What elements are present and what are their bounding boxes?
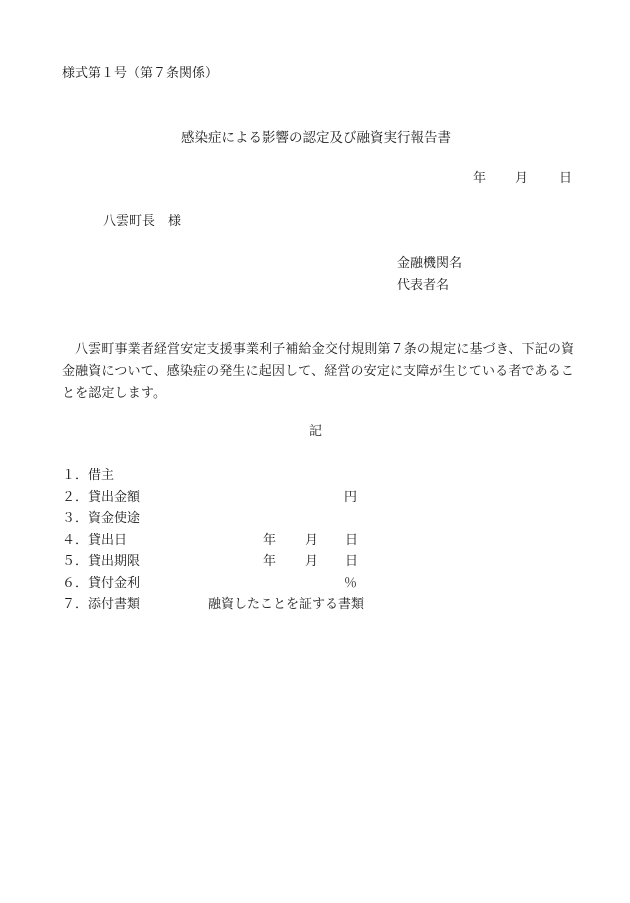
item-list [62,464,392,615]
list-item [62,486,392,508]
date-month: 月 [515,171,529,186]
date-day: 日 [559,171,573,186]
list-item [62,550,392,572]
ki-heading: 記 [309,424,323,439]
item-number: ２． [62,489,89,505]
item-date-month: 月 [305,532,319,548]
bank-name-label: 金融機関名 [397,256,463,271]
item-unit: ％ [344,575,358,591]
item-label: 貸出日 [88,532,128,548]
document-title: 感染症による影響の認定及び融資実行報告書 [181,130,451,146]
item-number: １． [62,468,89,483]
item-date-year: 年 [263,554,277,569]
item-number: ６． [62,575,89,591]
body-paragraph: 八雲町事業者経営安定支援事業利子補給金交付規則第７条の規定に基づき、下記の資金融資について、感染症の発生に起因して、経営の安定に支障が生じている者であることを認定します。 [62,342,575,401]
item-date-day: 日 [345,532,359,548]
item-label: 添付書類 [88,597,141,612]
item-date [263,550,358,569]
list-item [62,464,392,486]
item-number: ７． [62,597,89,612]
item-date-day: 日 [345,554,359,569]
item-date-year: 年 [263,532,277,548]
item-value: 融資したことを証する書類 [208,597,365,612]
addressee-name: 八雲町長 [103,214,156,229]
item-label: 貸付金利 [88,575,141,591]
list-item [62,507,392,529]
item-unit: 円 [344,489,358,505]
item-number: ３． [62,511,89,526]
date-year: 年 [473,171,487,186]
item-label: 資金使途 [88,511,141,526]
list-item [62,593,392,615]
item-date-month: 月 [305,554,319,569]
representative-label: 代表者名 [397,278,450,293]
addressee [103,214,181,230]
item-date [263,529,358,548]
document-date [473,171,572,187]
item-number: ４． [62,532,89,548]
item-label: 借主 [88,468,115,483]
item-label: 貸出期限 [88,554,141,569]
list-item [62,572,392,594]
list-item [62,529,392,551]
item-label: 貸出金額 [88,489,141,505]
addressee-honorific: 様 [168,214,182,229]
form-number: 様式第１号（第７条関係） [62,66,219,81]
item-number: ５． [62,554,89,569]
